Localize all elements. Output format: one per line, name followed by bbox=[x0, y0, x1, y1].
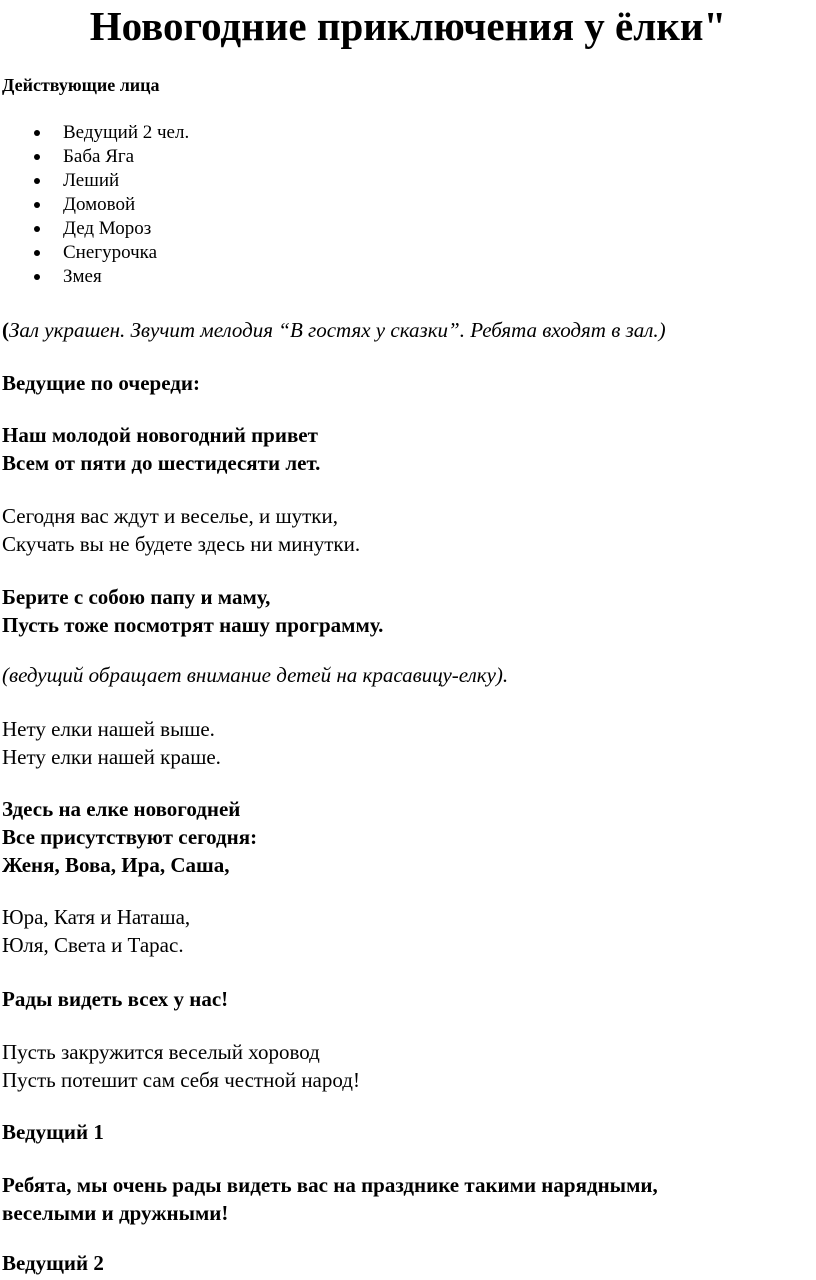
verse-line: Здесь на елке новогодней bbox=[2, 797, 241, 821]
verse-line: Наш молодой новогодний привет bbox=[2, 423, 318, 447]
speaker-host-2: Ведущий 2 bbox=[2, 1251, 104, 1275]
stage-direction-opening bbox=[2, 316, 666, 344]
speech-line: Ребята, мы очень рады видеть вас на празднике такими нарядными, bbox=[2, 1173, 658, 1197]
verse-line: Пусть закружится веселый хоровод bbox=[2, 1040, 320, 1064]
stage-direction-text: Зал украшен. Звучит мелодия “В гостях у сказки”. Ребята входят в зал.) bbox=[9, 318, 666, 342]
verse-2 bbox=[2, 502, 360, 558]
cast-item: Змея bbox=[0, 265, 189, 289]
verse-3 bbox=[2, 583, 383, 639]
verse-line: Нету елки нашей краше. bbox=[2, 745, 221, 769]
verse-4 bbox=[2, 715, 221, 771]
verse-6 bbox=[2, 903, 190, 959]
verse-line: Пусть потешит сам себя честной народ! bbox=[2, 1068, 360, 1092]
verse-line: Берите с собою папу и маму, bbox=[2, 585, 271, 609]
cast-item: Леший bbox=[0, 169, 189, 193]
speaker-host-1: Ведущий 1 bbox=[2, 1120, 104, 1144]
verse-line: Юра, Катя и Наташа, bbox=[2, 905, 191, 929]
cast-heading: Действующие лица bbox=[2, 75, 160, 95]
verse-5 bbox=[2, 795, 257, 879]
cast-item: Снегурочка bbox=[0, 241, 189, 265]
cast-item: Баба Яга bbox=[0, 145, 189, 169]
cast-item: Домовой bbox=[0, 193, 189, 217]
document-title: Новогодние приключения у ёлки" bbox=[89, 3, 727, 49]
verse-line: Женя, Вова, Ира, Саша, bbox=[2, 853, 230, 877]
verse-8 bbox=[2, 1038, 360, 1094]
verse-line: Сегодня вас ждут и веселье, и шутки, bbox=[2, 504, 338, 528]
speech-host-1 bbox=[2, 1171, 658, 1227]
verse-line: Всем от пяти до шестидесяти лет. bbox=[2, 451, 321, 475]
verse-line: Все присутствуют сегодня: bbox=[2, 825, 258, 849]
stage-direction-tree: (ведущий обращает внимание детей на красавицу-елку). bbox=[2, 663, 509, 687]
cast-item: Ведущий 2 чел. bbox=[0, 121, 189, 145]
verse-line: Пусть тоже посмотрят нашу программу. bbox=[2, 613, 384, 637]
cast-item: Дед Мороз bbox=[0, 217, 189, 241]
speaker-hosts: Ведущие по очереди: bbox=[2, 371, 200, 395]
verse-1 bbox=[2, 421, 320, 477]
verse-line: Скучать вы не будете здесь ни минутки. bbox=[2, 532, 361, 556]
cast-list bbox=[0, 121, 189, 289]
open-paren: ( bbox=[2, 318, 9, 342]
speech-line: веселыми и дружными! bbox=[2, 1201, 229, 1225]
verse-line: Нету елки нашей выше. bbox=[2, 717, 215, 741]
verse-line: Юля, Света и Тарас. bbox=[2, 933, 184, 957]
verse-7: Рады видеть всех у нас! bbox=[2, 987, 229, 1011]
